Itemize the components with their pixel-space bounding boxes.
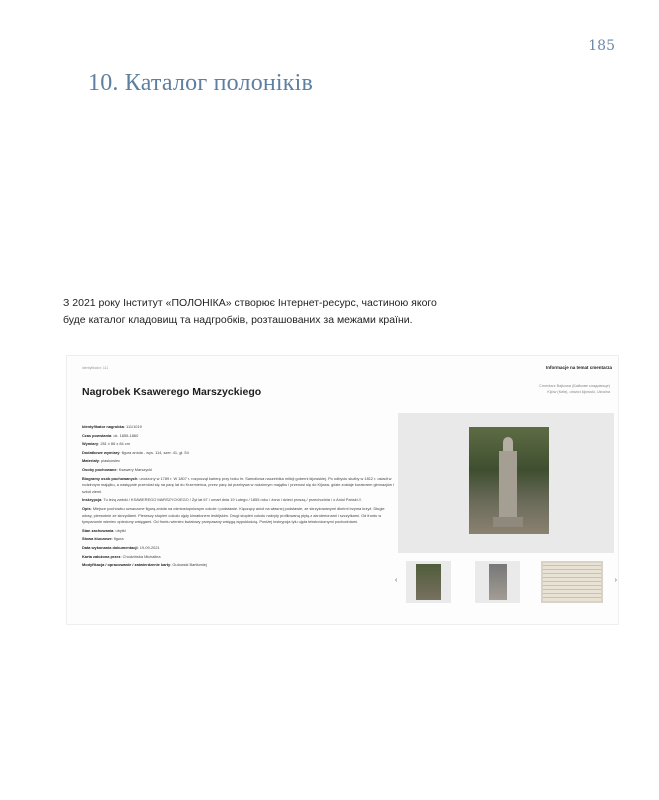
field-label: Wymiary (82, 441, 99, 447)
field-label: Opis (82, 505, 91, 511)
field-value: 19-09-2021 (139, 544, 160, 550)
field-row: Karta założona przez: Chodzińska Michalina (82, 553, 161, 559)
field-label: Inskrypcja (82, 497, 102, 503)
thumbnail-image (489, 564, 507, 600)
thumbnail-image (543, 563, 601, 601)
chevron-left-icon[interactable]: ‹ (395, 577, 398, 584)
thumbnail-document[interactable] (541, 561, 603, 603)
field-value: Ksawery Marszycki (118, 466, 153, 472)
field-label: Słowa kluczowe (82, 536, 112, 542)
field-row: Czas powstania: ok. 1855-1860 (82, 432, 139, 438)
field-value: piaskowiec (101, 458, 121, 464)
field-row: Opis: Miejsce pochówku oznaczone figurą anioła na ośmiostopniowym cokole i podstawie. Klęczący anioł na własnej podstawie, ze skrzyżowanymi dłońmi trzyma krzyż. Długie włosy, pierwotnie ze skrzydłami. Pierwszy stopień cokołu ujęty kimationem lesbijskim. Drugi stopień cokołu nakryty profilowaną płytą z akroterionami i szczytkami. Od frontu w tympanonie wieniec opleciony wstęgami. Od frontu wieniec kwiatowy przepasany wstęgą wypukłością. Poniżej inskrypcja tylu ujęta tekstonicznymi pochodniami. (82, 505, 385, 525)
record-title: Nagrobek Ksawerego Marszyckiego (82, 386, 262, 398)
field-row: Stan zachowania: ubytki (82, 527, 126, 533)
paragraph-line: буде каталог кладовищ та надгробків, розташованих за межами країни. (63, 314, 413, 326)
field-value: Tu leżą zwłoki / KSAWEREGO MARSZYCKIEGO / Żył lat 67 / umarł dnia 19 Lutego / 1855 roku / żona i dzieci proszą / przechodnia / o Aniol Pański //. (103, 497, 362, 503)
page-number: 185 (588, 38, 615, 54)
field-row: Osoby pochowane: Ksawery Marszycki (82, 466, 153, 472)
thumbnail-image (416, 564, 441, 600)
field-label: Biogramy osób pochowanych (82, 475, 138, 481)
field-value: 111/1019 (126, 424, 142, 429)
field-label: Modyfikacja / opracowanie / zatwierdzenie karty (82, 562, 171, 568)
field-value: figura anioła - wys. 114, szer. 41, gł. 54 (121, 449, 189, 455)
field-row: Inskrypcja: Tu leżą zwłoki / KSAWEREGO MARSZYCKIEGO / Żył lat 67 / umarł dnia 19 Lutego / 1855 roku / żona i dzieci proszą / przechodnia / o Aniol Pański //. (82, 497, 362, 503)
record-fields (82, 424, 394, 571)
field-row: Biogramy osób pochowanych: urodzony w 1789 r. W 1807 r. rozpoczął karierę przy boku hr. Samoilowa naczelnika milicji guberni kijowskiej. Po odbyciu służby w 1812 r. osiadł w rodzinnym majątku, a następnie przeniósł się na parę lat do Krzemieńca, przez parę lat przebywa w rodzinnym majątku i przenosi się do Kijowa, gdzie zostaje kuratorem gimnazjów i szkół ziemi. (82, 475, 394, 494)
thumbnail-strip (395, 561, 617, 603)
field-label: Osoby pochowane (82, 466, 117, 472)
location (515, 384, 610, 395)
tombstone-photo-icon[interactable] (469, 427, 549, 534)
body-paragraph (63, 295, 523, 329)
thumbnail-photo-1[interactable] (406, 561, 451, 603)
field-value: ubytki (115, 527, 126, 533)
field-row: Słowa kluczowe: figura (82, 536, 124, 542)
catalog-screenshot (66, 355, 619, 625)
main-photo-panel (398, 413, 614, 553)
field-row: Dodatkowe wymiary: figura anioła - wys. 114, szer. 41, gł. 54 (82, 449, 189, 455)
field-label: Czas powstania (82, 432, 112, 438)
field-row: Identyfikator nagrobka: 111/1019 (82, 424, 142, 429)
field-label: Identyfikator nagrobka (82, 424, 124, 429)
chevron-right-icon[interactable]: › (614, 577, 617, 584)
location-line: Kijów (Київ), obwód kijowski, Ukraina (547, 389, 610, 394)
field-row: Wymiary: 281 x 86 x 84 cm (82, 441, 130, 447)
field-label: Data wykonania dokumentacji (82, 544, 138, 550)
thumbnail-photo-2[interactable] (475, 561, 520, 603)
record-id: identyfikator: 111 (82, 366, 109, 370)
field-value: ok. 1855-1860 (113, 432, 139, 438)
field-label: Materiały (82, 458, 99, 464)
cemetery-info-link[interactable]: Informacje na temat cmentarza (545, 365, 612, 370)
field-label: Stan zachowania (82, 527, 114, 533)
field-row: Data wykonania dokumentacji: 19-09-2021 (82, 544, 160, 550)
location-line: Cmentarz Bajkowa (Байкове кладовище) (539, 384, 610, 388)
field-value: Miejsce pochówku oznaczone figurą anioła na ośmiostopniowym cokole i podstawie. Klęczący anioł na własnej podstawie, ze skrzyżowanymi dłońmi trzyma krzyż. Długie włosy, pierwotnie ze skrzydłami. Pierwszy stopień cokołu ujęty kimationem lesbijskim. Drugi stopień cokołu nakryty profilowaną płytą z akroterionami i szczytkami. Od frontu w tympanonie wieniec opleciony wstęgami. Od frontu wieniec kwiatowy przepasany wstęgą wypukłością. Poniżej inskrypcja tylu ujęta tekstonicznymi pochodniami. (82, 505, 385, 525)
field-row: Modyfikacja / opracowanie / zatwierdzenie karty: Gutowski Bartłomiej (82, 562, 207, 568)
field-row: Materiały: piaskowiec (82, 458, 121, 464)
field-value: Chodzińska Michalina (122, 553, 161, 559)
field-label: Dodatkowe wymiary (82, 449, 120, 455)
base (493, 517, 523, 527)
chapter-title: 10. Каталог полоніків (88, 70, 314, 96)
field-value: Gutowski Bartłomiej (172, 562, 207, 568)
paragraph-line: З 2021 року Інститут «ПОЛОНІКА» створює Інтернет-ресурс, частиною якого (63, 297, 437, 309)
field-value: 281 x 86 x 84 cm (100, 441, 130, 447)
pedestal (499, 451, 517, 521)
field-label: Karta założona przez (82, 553, 121, 559)
field-value: urodzony w 1789 r. W 1807 r. rozpoczął karierę przy boku hr. Samoilowa naczelnika milicji guberni kijowskiej. Po odbyciu służby w 1812 r. osiadł w rodzinnym majątku, a następnie przeniósł się na parę lat do Krzemieńca, przez parę lat przebywa w rodzinnym majątku i przenosi się do Kijowa, gdzie zostaje kuratorem gimnazjów i szkół ziemi. (82, 475, 394, 494)
field-value: figura (113, 536, 124, 542)
